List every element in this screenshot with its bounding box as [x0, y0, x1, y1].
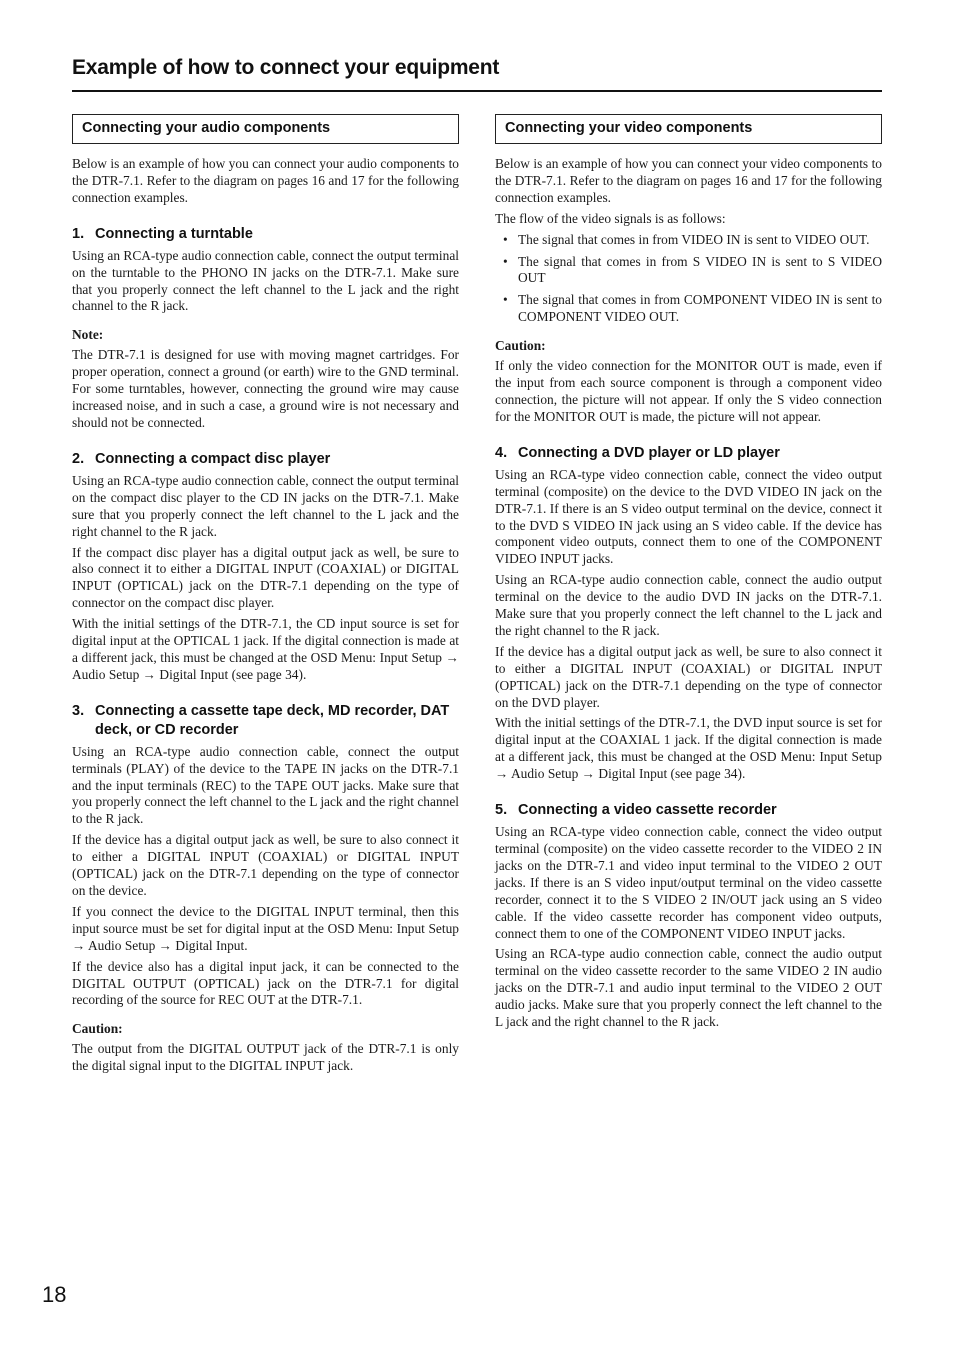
list-item: • The signal that comes in from S VIDEO IN is sent to S VIDEO OUT	[503, 253, 882, 286]
list-item: • The signal that comes in from COMPONENT VIDEO IN is sent to COMPONENT VIDEO OUT.	[503, 292, 882, 325]
video-components-heading: Connecting your video components	[495, 114, 882, 144]
dvd-paragraph-2: Using an RCA-type audio connection cable, connect the audio output terminal on the device to the audio DVD IN jacks on the DTR-7.1. Make sure that you properly connect the left channel to the L jack and the right channel to the R jack.	[495, 572, 882, 638]
cd-paragraph-2: If the compact disc player has a digital output jack as well, be sure to also connect it to either a DIGITAL INPUT (COAXIAL) or DIGITAL INPUT (OPTICAL) jack on the DTR-7.1 depending on the type of connector on the compact disc player.	[72, 544, 459, 611]
section-5-heading	[495, 801, 882, 820]
page-number: 18	[42, 1282, 67, 1307]
section-number: 2.	[72, 450, 85, 467]
video-column	[495, 114, 882, 1035]
section-4-heading	[495, 444, 882, 463]
section-number: 4.	[495, 444, 508, 461]
caution-label: Caution:	[72, 1021, 123, 1037]
section-1-heading	[72, 225, 459, 244]
turntable-paragraph: Using an RCA-type audio connection cable, connect the output terminal on the turntable to the PHONO IN jacks on the DTR-7.1. Make sure that you properly connect the left channel to the L jack and the right channel to the R jack.	[72, 247, 459, 314]
bullet-icon: •	[503, 231, 508, 247]
bullet-icon: •	[503, 292, 508, 308]
list-item: • The signal that comes in from VIDEO IN is sent to VIDEO OUT.	[503, 231, 870, 247]
section-number: 5.	[495, 802, 508, 819]
dvd-paragraph-1: Using an RCA-type video connection cable, connect the video output terminal (composite) on the device to the DVD VIDEO IN jack on the DTR-7.1. If there is an S video output terminal on the device, connect it to the DVD S VIDEO IN jack using an S video cable. If the device has component video outputs, connect them to one of the COMPONENT VIDEO INPUT jacks.	[495, 466, 882, 567]
tape-paragraph-3: If you connect the device to the DIGITAL INPUT terminal, then this input source must be set for digital input at the OSD Menu: Input Setup → Audio Setup → Digital Input.	[72, 903, 459, 953]
section-title: Connecting a cassette tape deck, MD recorder, DAT deck, or CD recorder	[95, 702, 450, 738]
cd-paragraph-3: With the initial settings of the DTR-7.1, the CD input source is set for digital input at the OPTICAL 1 jack. If the digital connection is made at a different jack, this must be changed at the OSD Menu: Input Setup → Audio Setup → Digital Input (see page 34).	[72, 616, 459, 682]
dvd-paragraph-4: With the initial settings of the DTR-7.1, the DVD input source is set for digital input at the COAXIAL 1 jack. If the digital connection is made at a different jack, this must be changed at the OSD Menu: Input Setup → Audio Setup → Digital Input (see page 34).	[495, 715, 882, 782]
tape-caution: The output from the DIGITAL OUTPUT jack of the DTR-7.1 is only the digital signal input to the DIGITAL INPUT jack.	[72, 1041, 459, 1074]
section-title: Connecting a DVD player or LD player	[518, 444, 780, 461]
cd-paragraph-1: Using an RCA-type audio connection cable, connect the output terminal on the compact disc player to the CD IN jacks on the DTR-7.1. Make sure that you properly connect the left channel to the L jack and the right channel to the R jack.	[72, 472, 459, 539]
audio-components-heading: Connecting your audio components	[72, 114, 459, 144]
page-title: Example of how to connect your equipment	[72, 56, 500, 79]
caution-label: Caution:	[495, 338, 546, 354]
audio-intro: Below is an example of how you can connect your audio components to the DTR-7.1. Refer to the diagram on pages 16 and 17 for the following connection examples.	[72, 156, 459, 205]
tape-paragraph-2: If the device has a digital output jack as well, be sure to also connect it to either a DIGITAL INPUT (COAXIAL) or DIGITAL INPUT (OPTICAL) jack on the DTR-7.1 depending on the type of connector on the device.	[72, 832, 459, 898]
tape-paragraph-1: Using an RCA-type audio connection cable, connect the output terminals (PLAY) of the device to the TAPE IN jacks on the DTR-7.1 and the input terminals (REC) to the TAPE OUT jacks. Make sure that you properly connect the left channel to the L jack and the right channel to the R jack.	[72, 743, 459, 827]
dvd-paragraph-3: If the device has a digital output jack as well, be sure to also connect it to either a DIGITAL INPUT (COAXIAL) or DIGITAL INPUT (OPTICAL) jack on the DTR-7.1 depending on the type of connector on the DVD player.	[495, 643, 882, 710]
section-title: Connecting a video cassette recorder	[518, 802, 777, 819]
video-intro: Below is an example of how you can connect your video components to the DTR-7.1. Refer to the diagram on pages 16 and 17 for the following connection examples.	[495, 156, 882, 205]
section-3-heading	[72, 702, 459, 740]
video-flow-text: The flow of the video signals is as follows:	[495, 210, 726, 226]
note-label: Note:	[72, 327, 104, 343]
turntable-note: The DTR-7.1 is designed for use with moving magnet cartridges. For proper operation, connect a ground (or earth) wire to the GND terminal. For some turntables, however, connecting the ground wire may cause increased noise, and in such a case, a ground wire is not necessary and should not be connected.	[72, 347, 459, 430]
vcr-paragraph-1: Using an RCA-type video connection cable, connect the video output terminal (composite) on the video cassette recorder to the VIDEO 2 IN jacks on the DTR-7.1 and video input terminal to the VIDEO 2 OUT jacks. If there is an S video input/output terminal on the video cassette recorder, connect it to the S VIDEO 2 IN/OUT jack using an S video cable. If the video cassette recorder has component video outputs, connect them to one of the COMPONENT VIDEO INPUT jacks.	[495, 824, 882, 941]
audio-column	[72, 114, 459, 1079]
title-rule	[72, 90, 882, 92]
vcr-paragraph-2: Using an RCA-type audio connection cable, connect the audio output terminal on the video cassette recorder to the same VIDEO 2 IN audio jacks on the DTR-7.1 and audio input terminal to the VIDEO 2 OUT audio jacks. Make sure that you properly connect the left channel to the L jack and the right channel to the R jack.	[495, 946, 882, 1030]
video-caution: If only the video connection for the MONITOR OUT is made, even if the input from each source component is through a component video connection, the picture will not appear. If only the S video connection for the MONITOR OUT is made, the picture will not appear.	[495, 358, 882, 424]
tape-paragraph-4: If the device also has a digital input jack, it can be connected to the DIGITAL OUTPUT (OPTICAL) jack on the DTR-7.1 for digital recording of the source for REC OUT at the DTR-7.1.	[72, 958, 459, 1008]
section-title: Connecting a compact disc player	[95, 450, 331, 467]
section-2-heading	[72, 450, 459, 469]
section-number: 1.	[72, 225, 85, 242]
bullet-icon: •	[503, 253, 508, 269]
section-title: Connecting a turntable	[95, 225, 253, 242]
video-flow-list	[495, 232, 882, 327]
section-number: 3.	[72, 702, 85, 719]
